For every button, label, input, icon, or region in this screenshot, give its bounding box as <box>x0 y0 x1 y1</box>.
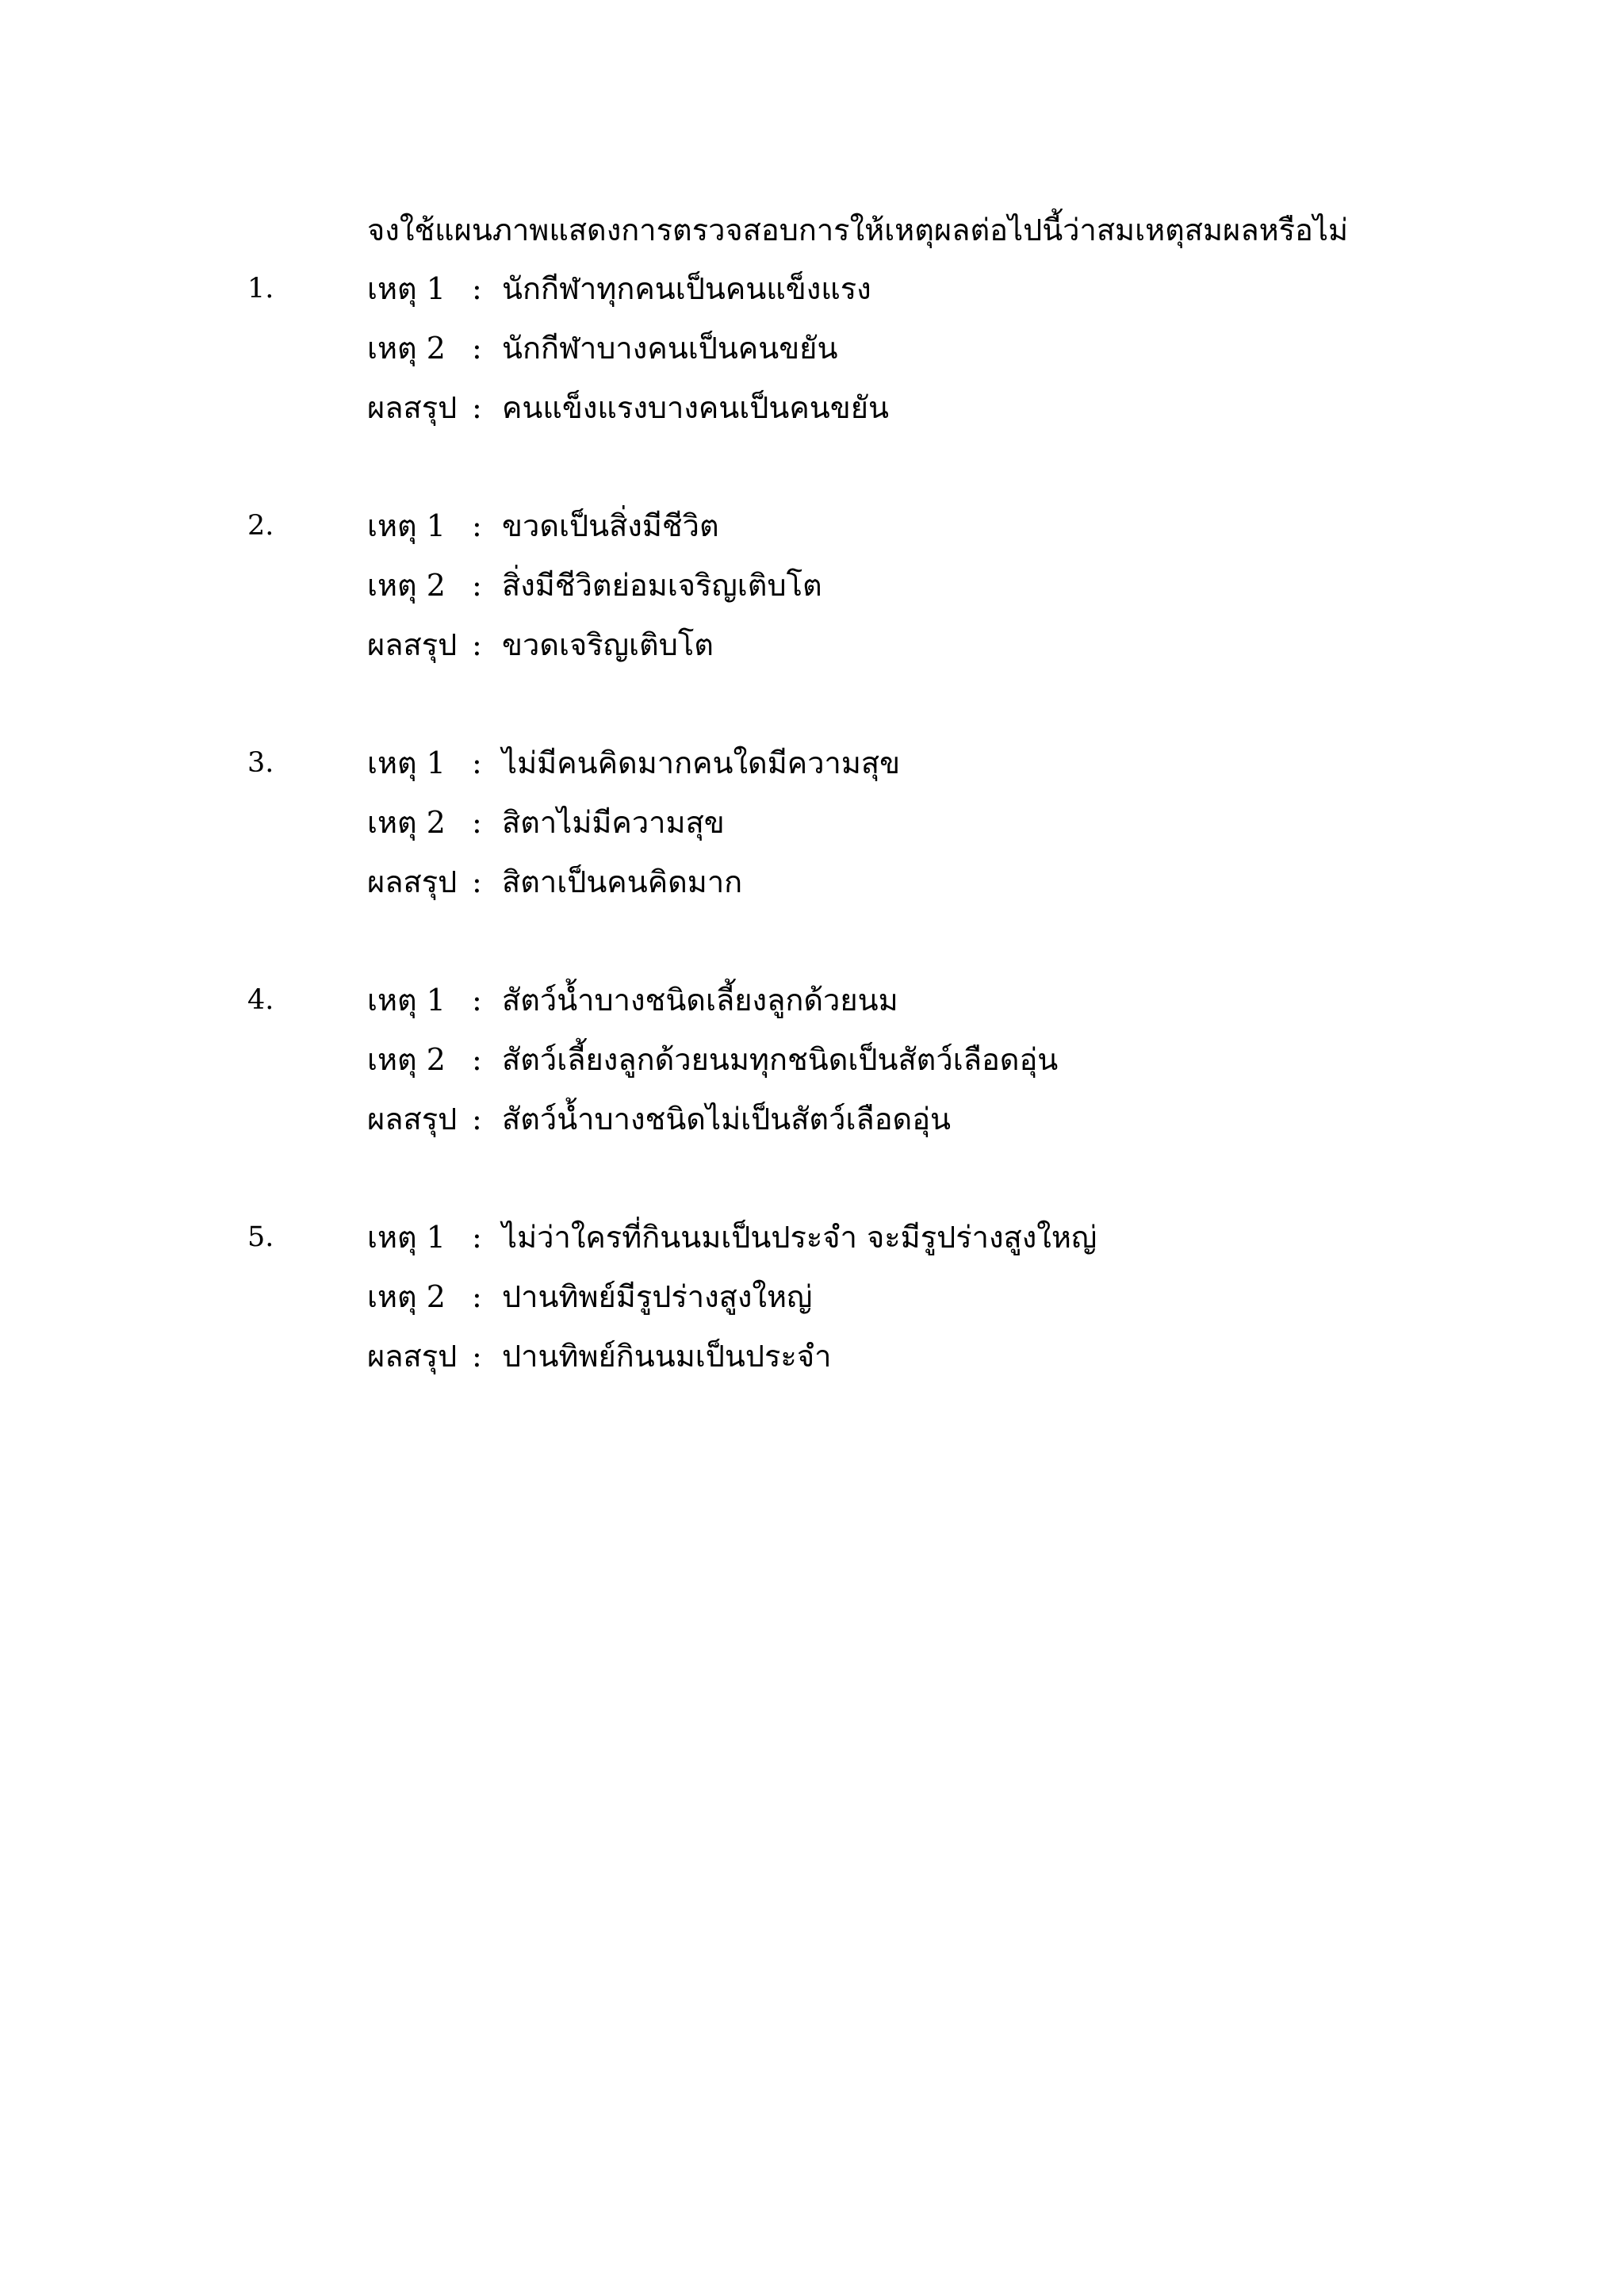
colon-separator: : <box>472 271 482 306</box>
premise-label: เหตุ 2 <box>367 1279 446 1314</box>
conclusion-text: สิตาเป็นคนคิดมาก <box>502 864 743 899</box>
question-5 <box>0 1215 1624 1393</box>
colon-separator: : <box>472 1339 482 1374</box>
premise-text: สัตว์น้ำบางชนิดเลี้ยงลูกด้วยนม <box>502 983 898 1018</box>
premise-label: เหตุ 1 <box>367 508 446 543</box>
colon-separator: : <box>472 983 482 1018</box>
colon-separator: : <box>472 1042 482 1077</box>
conclusion-label: ผลสรุป <box>367 1102 458 1137</box>
colon-separator: : <box>472 746 482 780</box>
colon-separator: : <box>472 1279 482 1314</box>
question-number: 5. <box>247 1221 274 1253</box>
conclusion-label: ผลสรุป <box>367 864 458 899</box>
colon-separator: : <box>472 805 482 840</box>
instruction-text: จงใช้แผนภาพแสดงการตรวจสอบการให้เหตุผลต่อไปนี้ว่าสมเหตุสมผลหรือไม่ <box>367 213 1349 247</box>
premise-text: สิ่งมีชีวิตย่อมเจริญเติบโต <box>502 568 822 603</box>
colon-separator: : <box>472 1220 482 1255</box>
premise-label: เหตุ 2 <box>367 1042 446 1077</box>
premise-text: สิตาไม่มีความสุข <box>502 805 725 840</box>
premise-text: ไม่ว่าใครที่กินนมเป็นประจำ จะมีรูปร่างสูงใหญ่ <box>502 1220 1097 1255</box>
premise-label: เหตุ 1 <box>367 746 446 780</box>
colon-separator: : <box>472 1102 482 1137</box>
premise-label: เหตุ 2 <box>367 568 446 603</box>
question-2 <box>0 504 1624 682</box>
colon-separator: : <box>472 508 482 543</box>
premise-label: เหตุ 2 <box>367 331 446 366</box>
conclusion-label: ผลสรุป <box>367 1339 458 1374</box>
colon-separator: : <box>472 390 482 425</box>
conclusion-text: สัตว์น้ำบางชนิดไม่เป็นสัตว์เลือดอุ่น <box>502 1102 952 1137</box>
premise-text: ปานทิพย์มีรูปร่างสูงใหญ่ <box>502 1279 813 1314</box>
question-number: 1. <box>247 273 274 305</box>
question-1 <box>0 266 1624 445</box>
conclusion-text: ขวดเจริญเติบโต <box>502 627 714 662</box>
question-3 <box>0 741 1624 919</box>
question-4 <box>0 978 1624 1156</box>
premise-text: ไม่มีคนคิดมากคนใดมีความสุข <box>502 746 901 780</box>
question-number: 3. <box>247 747 274 779</box>
premise-text: นักกีฬาบางคนเป็นคนขยัน <box>502 331 838 366</box>
premise-text: สัตว์เลี้ยงลูกด้วยนมทุกชนิดเป็นสัตว์เลือดอุ่น <box>502 1042 1059 1077</box>
colon-separator: : <box>472 864 482 899</box>
conclusion-label: ผลสรุป <box>367 627 458 662</box>
colon-separator: : <box>472 568 482 603</box>
conclusion-text: ปานทิพย์กินนมเป็นประจำ <box>502 1339 832 1374</box>
question-number: 2. <box>247 510 274 542</box>
conclusion-text: คนแข็งแรงบางคนเป็นคนขยัน <box>502 390 889 425</box>
premise-label: เหตุ 1 <box>367 1220 446 1255</box>
premise-label: เหตุ 2 <box>367 805 446 840</box>
colon-separator: : <box>472 627 482 662</box>
premise-label: เหตุ 1 <box>367 983 446 1018</box>
colon-separator: : <box>472 331 482 366</box>
conclusion-label: ผลสรุป <box>367 390 458 425</box>
premise-label: เหตุ 1 <box>367 271 446 306</box>
premise-text: นักกีฬาทุกคนเป็นคนแข็งแรง <box>502 271 871 306</box>
question-number: 4. <box>247 984 274 1016</box>
premise-text: ขวดเป็นสิ่งมีชีวิต <box>502 508 719 543</box>
